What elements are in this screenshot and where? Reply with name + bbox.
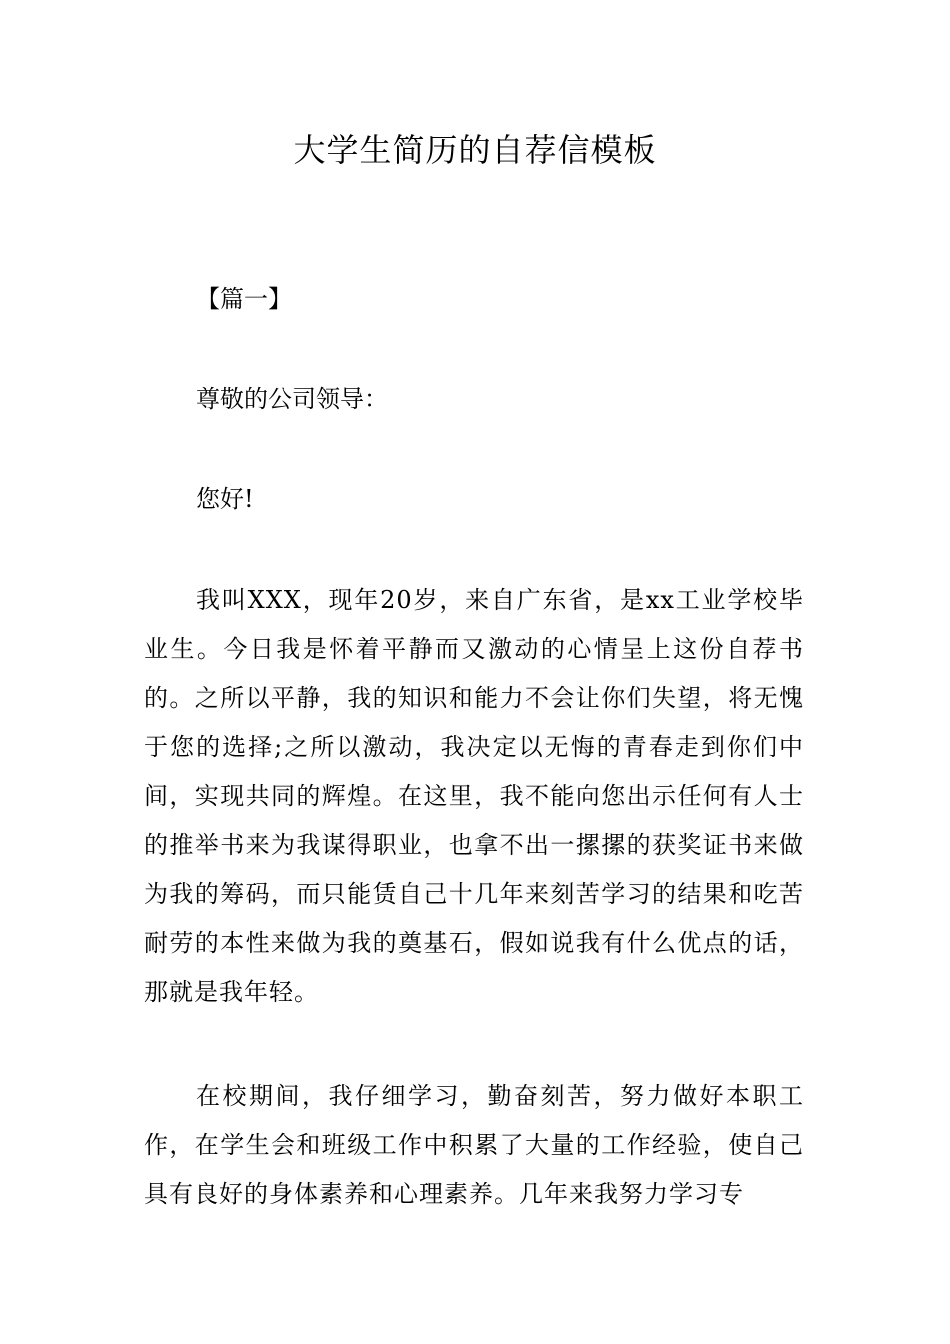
document-title: 大学生简历的自荐信模板	[293, 131, 657, 169]
body-paragraph: 在校期间，我仔细学习，勤奋刻苦，努力做好本职工作，在学生会和班级工作中积累了大量的工作经验，使自己具有良好的身体素养和心理素养。几年来我努力学习专	[144, 1082, 804, 1208]
body-paragraph: 我叫XXX，现年20岁，来自广东省，是xx工业学校毕业生。今日我是怀着平静而又激动的心情呈上这份自荐书的。之所以平静，我的知识和能力不会让你们失望，将无愧于您的选择;之所以激动，我决定以无悔的青春走到你们中间，实现共同的辉煌。在这里，我不能向您出示任何有人士的推举书来为我谋得职业，也拿不出一摞摞的获奖证书来做为我的筹码，而只能赁自己十几年来刻苦学习的结果和吃苦耐劳的本性来做为我的奠基石，假如说我有什么优点的话，那就是我年轻。	[144, 586, 804, 1006]
greeting: 您好!	[196, 485, 254, 513]
salutation: 尊敬的公司领导：	[196, 385, 388, 413]
section-label: 【篇一】	[196, 285, 292, 313]
